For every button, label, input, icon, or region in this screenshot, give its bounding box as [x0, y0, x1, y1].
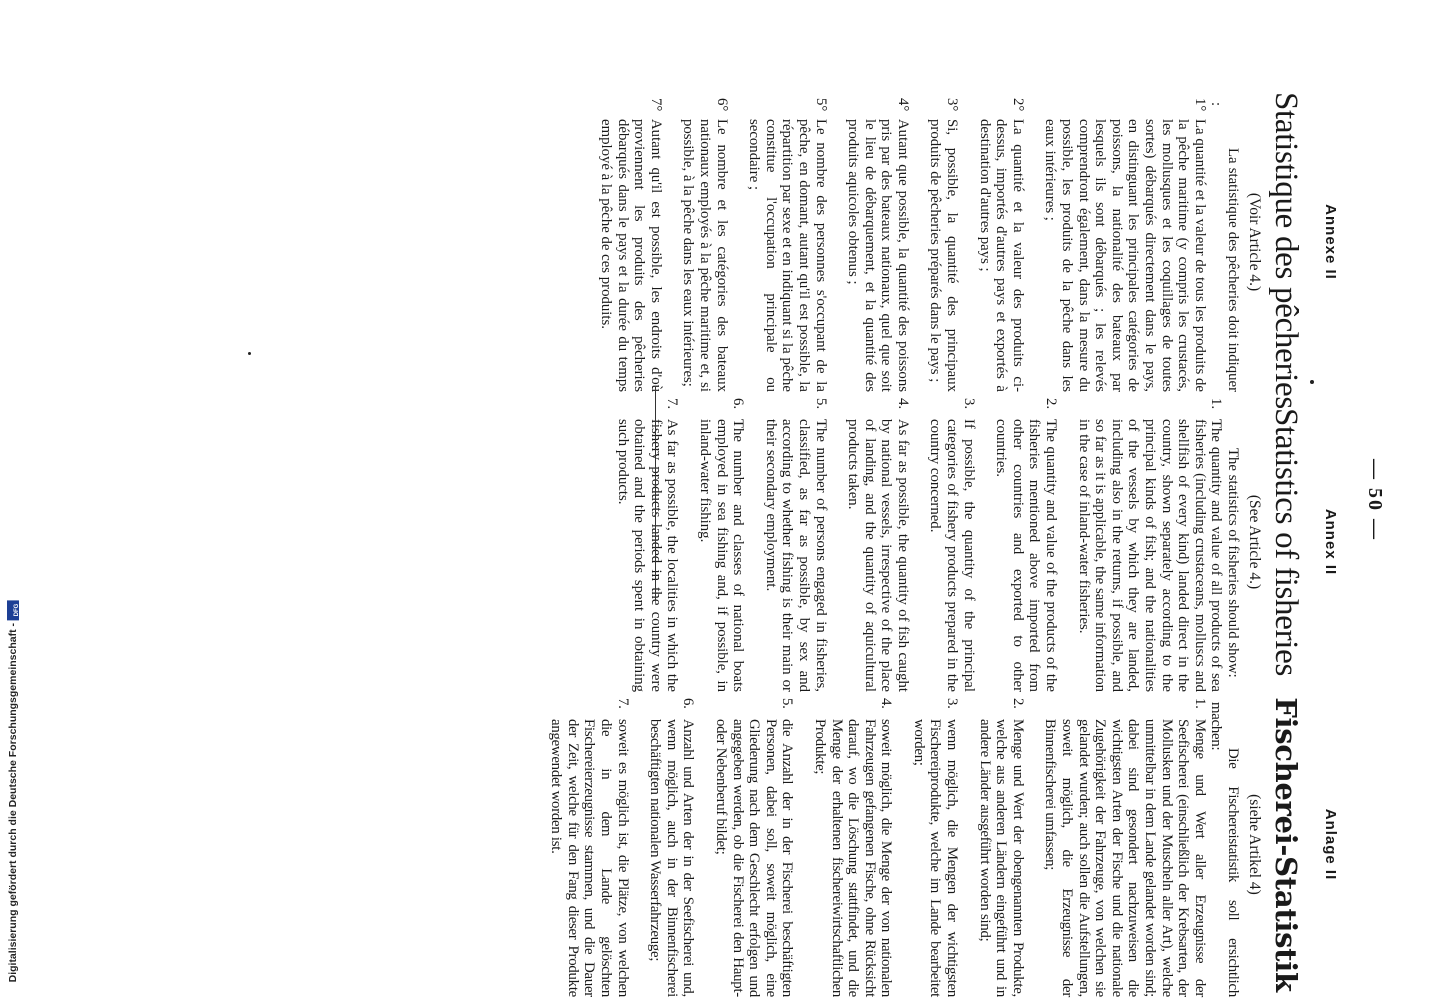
- item-text: If possible, the quantity of the principal categories of fishery products prepared in the country concerned.: [927, 419, 977, 692]
- item-number: 2.: [1009, 698, 1026, 709]
- dfg-logo: [7, 600, 19, 620]
- item-text: As far as possible, the quantity of fish caught by national vessels, irrespective of the place of landing, and the quantity of aquicultural products taken.: [845, 419, 911, 692]
- list-item: [696, 392, 746, 692]
- item-text: The quantity and value of all products of sea fisheries (including crustaceans, molluscs and shellfish of every kind) landed direct in the country, shown separately according to the principal kinds of fish; and the nationalities of the vessels by which they are landed, including also in the returns, if possible, and so far as it is applicable, the same information in the case of inland-water fisheries.: [1075, 419, 1225, 692]
- item-text: die Anzahl der in der Fischerei beschäftigten Personen, dabei soll, soweit möglich, eine Gliederung nach dem Geschlecht erfolgen und angegeben werden, ob die Fischerei den Haupt- oder Nebenberuf bildet;: [712, 719, 796, 997]
- item-text: La quantité et la valeur de tous les produits de la pêche maritime (y compris les crustacés, les mollusques et les coquillages de toutes sortes) débarqués directement dans le pays, en distinguant les principales catégories de poissons, la nationalité des bateaux par lesquels ils sont débarqués ; les relevés comprendront également, dans la mesure du possible, les produits de la pêche dans les eaux intérieures ;: [1042, 119, 1208, 392]
- list-item: [1042, 92, 1208, 392]
- intro-fr: La statistique des pêcheries doit indiquer :: [1208, 102, 1241, 392]
- item-text: Autant que possible, la quantité des poissons pris par des bateaux nationaux, quel que soit le lieu de débarquement, et la quantité des produits aquicoles obtenus ;: [845, 119, 911, 392]
- french-column: [581, 92, 1339, 409]
- list-item: [811, 692, 894, 997]
- item-text: Si, possible, la quantité des principaux produits de pêcheries préparés dans le pays ;: [927, 119, 961, 392]
- item-list-de: [548, 692, 1208, 997]
- item-text: Menge und Wert aller Erzeugnisse der Seefischerei (einschließlich der Krebsarten, der Mollusken und der Muscheln aller Art), welche unmittelbar in dem Lande gelandet worden sind; dabei sind gesondert nachzuweisen die wichtigsten Arten der Fische und die nationale Zugehörigkeit der Fahrzeuge, von welchen sie gelandet wurden; auch sollen die Aufstellungen, soweit möglich, die Erzeugnisse der Binnenfischerei umfassen;: [1042, 719, 1208, 997]
- list-item: [910, 692, 960, 997]
- item-text: Autant qu'il est possible, les endroits d'où proviennent les produits des pêcheries débarqués dans le pays et la durée du temps employé à la pêche de ces produits.: [598, 119, 664, 392]
- list-item: [1075, 392, 1224, 692]
- subtitle-fr: (Voir Article 4.): [1246, 192, 1263, 292]
- english-column: [598, 392, 1339, 692]
- item-number: 3.: [960, 398, 977, 410]
- list-item: [548, 692, 631, 997]
- item-text: The number of persons engaged in fisheries, classified, as far as possible, by sex and according to whether fishing is their main or their secondary employment.: [762, 419, 829, 692]
- list-item: [976, 92, 1026, 392]
- item-number: 5.: [779, 698, 796, 709]
- list-item: [993, 392, 1059, 692]
- item-number: 2.: [1043, 398, 1060, 410]
- item-number: 7.: [664, 398, 681, 410]
- item-number: 5.: [812, 398, 829, 410]
- item-number: 6.: [680, 698, 697, 709]
- annex-heading-en: Annex II: [1322, 508, 1339, 576]
- item-list-en: [614, 392, 1224, 692]
- item-text: La quantité et la valeur des produits ci-dessus, importés d'autres pays et exportés à destination d'autres pays ;: [976, 119, 1026, 392]
- title-fr: Statistique des pêcheries: [1268, 92, 1304, 409]
- item-number: 4°: [894, 98, 911, 112]
- item-number: 3°: [944, 98, 961, 112]
- intro-en: The statistics of fisheries should show:: [1225, 448, 1241, 678]
- list-item: [976, 692, 1026, 997]
- list-item: [845, 392, 911, 692]
- item-number: 6.: [730, 398, 747, 410]
- item-text: wenn möglich, die Mengen der wichtigsten Fischereiprodukte, welche im Lande bearbeitet worden;: [910, 719, 961, 997]
- column-divider-rule: [655, 386, 656, 600]
- item-number: 4.: [894, 398, 911, 410]
- item-text: The number and classes of national boats employed in sea fishing and, if possible, in inland-water fishing.: [696, 419, 747, 692]
- item-number: 3.: [944, 698, 961, 709]
- item-text: Menge und Wert der obengenannten Produkte, welche aus anderen Ländern eingeführt und in andere Länder ausgeführt worden sind;: [976, 719, 1026, 997]
- credit-text-wrapper: [7, 600, 19, 982]
- list-item: [746, 92, 829, 392]
- item-text: As far as possible, the localities in which the fishery products landed in the country were obtained and the periods spent in obtaining such products.: [614, 419, 681, 692]
- subtitle-en: (See Article 4.): [1246, 494, 1263, 590]
- ink-speck: [1310, 380, 1314, 384]
- list-item: [845, 92, 911, 392]
- list-item: [614, 392, 680, 692]
- subtitle-de: (siehe Artikel 4): [1246, 794, 1263, 895]
- title-en: Statistics of fisheries: [1268, 407, 1304, 677]
- item-text: Anzahl und Arten der in der Seefischerei und, wenn möglich, auch in der Binnenfischerei beschäftigten nationalen Wasserfahrzeuge;: [647, 719, 697, 997]
- list-item: [647, 692, 697, 997]
- intro-de: Die Fischereistatistik soll ersichtlich machen:: [1208, 702, 1241, 997]
- item-number: 7°: [647, 98, 664, 112]
- item-number: 4.: [878, 698, 895, 709]
- item-text: soweit möglich, die Menge der von nationalen Fahrzeugen gefangenen Fische, ohne Rücksicht darauf, wo die Löschung stattfindet, und die Menge der erhaltenen fischereiwirtschaftlichen Produkte;: [811, 719, 895, 997]
- dfg-logo-label: DFG: [14, 603, 20, 617]
- item-text: The quantity and value of the products of the fisheries mentioned above imported from other countries and exported to other countries.: [993, 419, 1060, 692]
- list-item: [927, 92, 960, 392]
- list-item: [1042, 692, 1208, 997]
- digitization-credit: [0, 600, 26, 996]
- list-item: [680, 92, 730, 392]
- item-number: 2°: [1009, 98, 1026, 112]
- item-text: soweit es möglich ist, die Plätze, von welchen die in dem Lande gelöschten Fischereierzeugnisse stammen, und die Dauer der Zeit, welche für den Fang dieser Produkte angewendet worden ist.: [548, 719, 631, 997]
- list-item: [927, 392, 977, 692]
- item-number: 6°: [713, 98, 730, 112]
- item-number: 1.: [1208, 398, 1225, 410]
- title-de: Fischerei-Statistik: [1269, 697, 1303, 992]
- list-item: [762, 392, 828, 692]
- item-list-fr: [597, 92, 1207, 392]
- item-number: 1.: [1191, 698, 1208, 709]
- item-number: 7.: [614, 698, 631, 709]
- list-item: [597, 92, 663, 392]
- item-text: Le nombre des personnes s'occupant de la pêche, en domant, autant qu'il est possible, la répartition par sexe et en indiquant si la pêche constitue l'occupation principale ou secondaire ;: [746, 119, 829, 392]
- ink-speck: [248, 352, 251, 355]
- annex-heading-fr: Annexe II: [1322, 204, 1339, 280]
- german-column: [532, 692, 1339, 997]
- page-number: — 50 —: [1364, 459, 1386, 541]
- item-text: Le nombre et les catégories des bateaux nationaux employés à la pêche maritime et, si possible, à la pêche dans les eaux intérieures;: [680, 119, 730, 392]
- annex-heading-de: Anlage II: [1322, 808, 1339, 881]
- list-item: [712, 692, 795, 997]
- item-number: 1°: [1191, 98, 1208, 112]
- credit-text: Digitalisierung gefördert durch die Deutsche Forschungsgemeinschaft -: [7, 623, 19, 983]
- item-number: 5°: [812, 98, 829, 112]
